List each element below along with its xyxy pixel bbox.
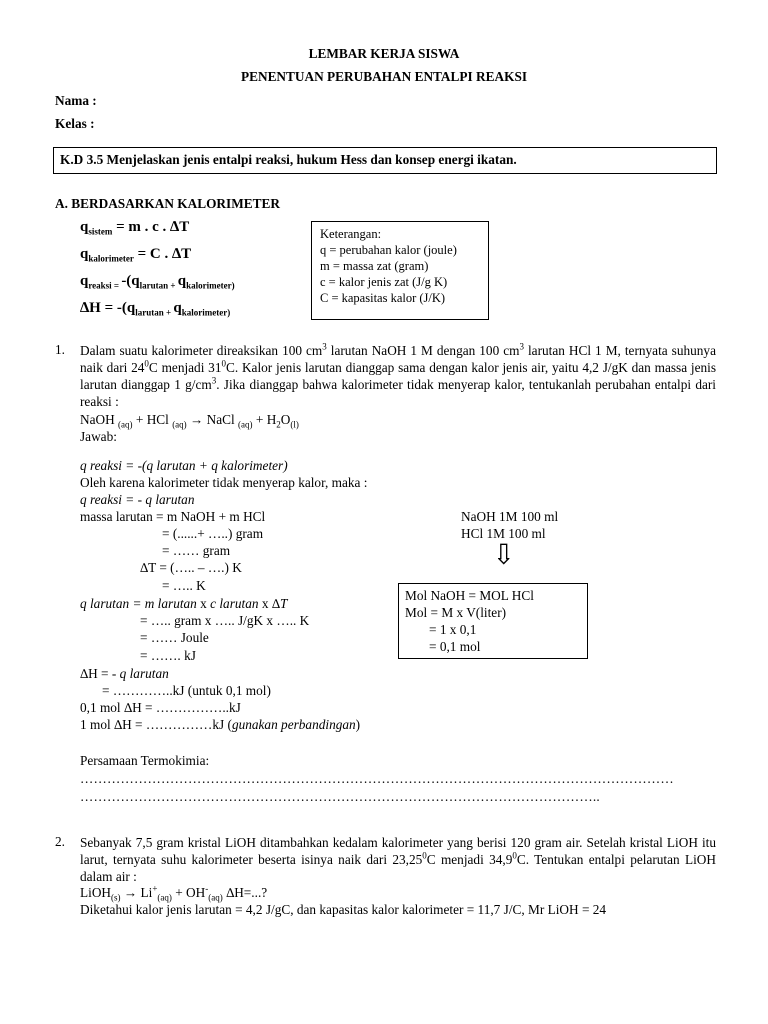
mol-box-line: Mol NaOH = MOL HCl: [405, 588, 534, 603]
question-2-reaction: LiOH$_{(s)}$ → $Li^+_{(aq)} + OH^-_{(aq)}$ ∆H=...?: [80, 883, 268, 903]
q-larutan-line: q larutan = m larutan x c larutan x ∆T: [80, 596, 288, 611]
keterangan-line: C = kapasitas kalor (J/K): [320, 291, 446, 305]
down-arrow-icon: ⇩: [492, 540, 516, 571]
mol-box-line: Mol = M x V(liter): [405, 605, 507, 620]
keterangan-title: Keterangan:: [320, 227, 382, 241]
answer-dots-line: ……………………………………………………………………………………………………………………: [80, 771, 674, 786]
question-1-text: Dalam suatu kalorimeter direaksikan 100 $cm^3$ larutan NaOH 1 M dengan 100 $cm^3$ larutan HCl 1 M, ternyata suhunya naik dari $24^0C$ menjadi $31^0C$. Kalor jenis larutan dianggap sama dengan kalor jenis air, yaitu 4,2 J/gK dan massa jenis larutan dianggap 1 $g/cm^3$. Jika dianggap bahwa kalorimeter tidak menyerap kalor, tentukanlah perubahan entalpi dari reaksi :: [80, 341, 716, 409]
keterangan-line: c = kalor jenis zat (J/g K): [320, 275, 448, 289]
keterangan-line: m = massa zat (gram): [320, 259, 429, 273]
answer-dots-line: ……………………………………………………………………………………………………..: [80, 789, 600, 804]
mol-box: [398, 583, 588, 659]
delta-h-line-3: 0,1 mol ∆H = ……………..kJ: [80, 700, 241, 715]
formula-q-reaksi: $q_{reaksi =}$ $-(q_{larutan +}$ $q_{kalorimeter)}$: [80, 273, 235, 291]
question-2-given: Diketahui kalor jenis larutan = 4,2 J/gC, dan kapasitas kalor kalorimeter = 11,7 J/C, Mr LiOH = 24: [80, 902, 607, 917]
mol-box-line: = 0,1 mol: [429, 639, 481, 654]
question-2-text: Sebanyak 7,5 gram kristal LiOH ditambahkan kedalam kalorimeter yang berisi 120 gram air. Setelah kristal LiOH itu larut, ternyata suhu kalorimeter beserta isinya naik dari 23,25$^0$C menjadi 34,9$^0$C. Tentukan entalpi pelarutan LiOH dalam air :: [80, 835, 716, 884]
nama-label: Nama :: [55, 93, 97, 108]
kd-box: [53, 147, 717, 174]
formula-q-sistem: $q_{sistem} = m$ . c . ∆T: [80, 219, 190, 237]
q-reaksi-line-2: q reaksi = - q larutan: [80, 492, 195, 507]
keterangan-line: q = perubahan kalor (joule): [320, 243, 457, 257]
section-a-heading: A. BERDASARKAN KALORIMETER: [55, 196, 280, 211]
q-larutan-line-4: = ……. kJ: [140, 648, 196, 663]
kelas-label: Kelas :: [55, 116, 95, 131]
massa-line-2: = (......+ …..) gram: [162, 526, 264, 541]
jawab-label: Jawab:: [80, 429, 117, 444]
q-reaksi-line: q reaksi = -(q larutan + q kalorimeter): [80, 458, 288, 473]
worksheet-subtitle: PENENTUAN PERUBAHAN ENTALPI REAKSI: [240, 69, 528, 84]
reaction-arrow-icon: →: [186, 412, 207, 427]
termokimia-label: Persamaan Termokimia:: [80, 753, 210, 768]
keterangan-box: [311, 221, 489, 320]
question-1-reaction: NaOH $_{(aq)}$ + HCl $_{(aq)}$ → NaCl $_{(aq)} + H_2O_{(l)}$: [80, 412, 299, 430]
kd-text: K.D 3.5 Menjelaskan jenis entalpi reaksi, hukum Hess dan konsep energi ikatan.: [60, 152, 517, 167]
delta-h-line-2: = …………..kJ (untuk 0,1 mol): [102, 683, 271, 698]
massa-line: massa larutan = m NaOH + m HCl: [80, 509, 266, 524]
delta-t-line-2: = ….. K: [162, 578, 206, 593]
delta-h-line-4: 1 mol ∆H = ……………kJ (gunakan perbandingan): [80, 717, 361, 732]
karena-line: Oleh karena kalorimeter tidak menyerap kalor, maka :: [80, 475, 368, 490]
massa-line-3: = …… gram: [162, 543, 231, 558]
mol-box-line: = 1 x 0,1: [429, 622, 477, 637]
question-1-number: 1.: [55, 342, 65, 357]
hcl-info: HCl 1M 100 ml: [461, 526, 546, 541]
naoh-info: NaOH 1M 100 ml: [461, 509, 559, 524]
question-2-number: 2.: [55, 834, 65, 849]
delta-h-line: ∆H = - q larutan: [80, 666, 169, 681]
q-larutan-line-2: = ….. gram x ….. J/gK x ….. K: [140, 613, 310, 628]
formula-q-kalorimeter: $q_{kalorimeter} = C$ . ∆T: [80, 246, 192, 264]
delta-t-line: ∆T = (….. – ….) K: [140, 560, 242, 575]
q-larutan-line-3: = …… Joule: [140, 630, 209, 645]
reaction-arrow-icon: →: [120, 885, 141, 900]
worksheet-title: LEMBAR KERJA SISWA: [308, 46, 460, 61]
formula-delta-h: $\Delta H = -(q_{larutan +}$ $q_{kalorimeter)}$: [80, 300, 231, 318]
